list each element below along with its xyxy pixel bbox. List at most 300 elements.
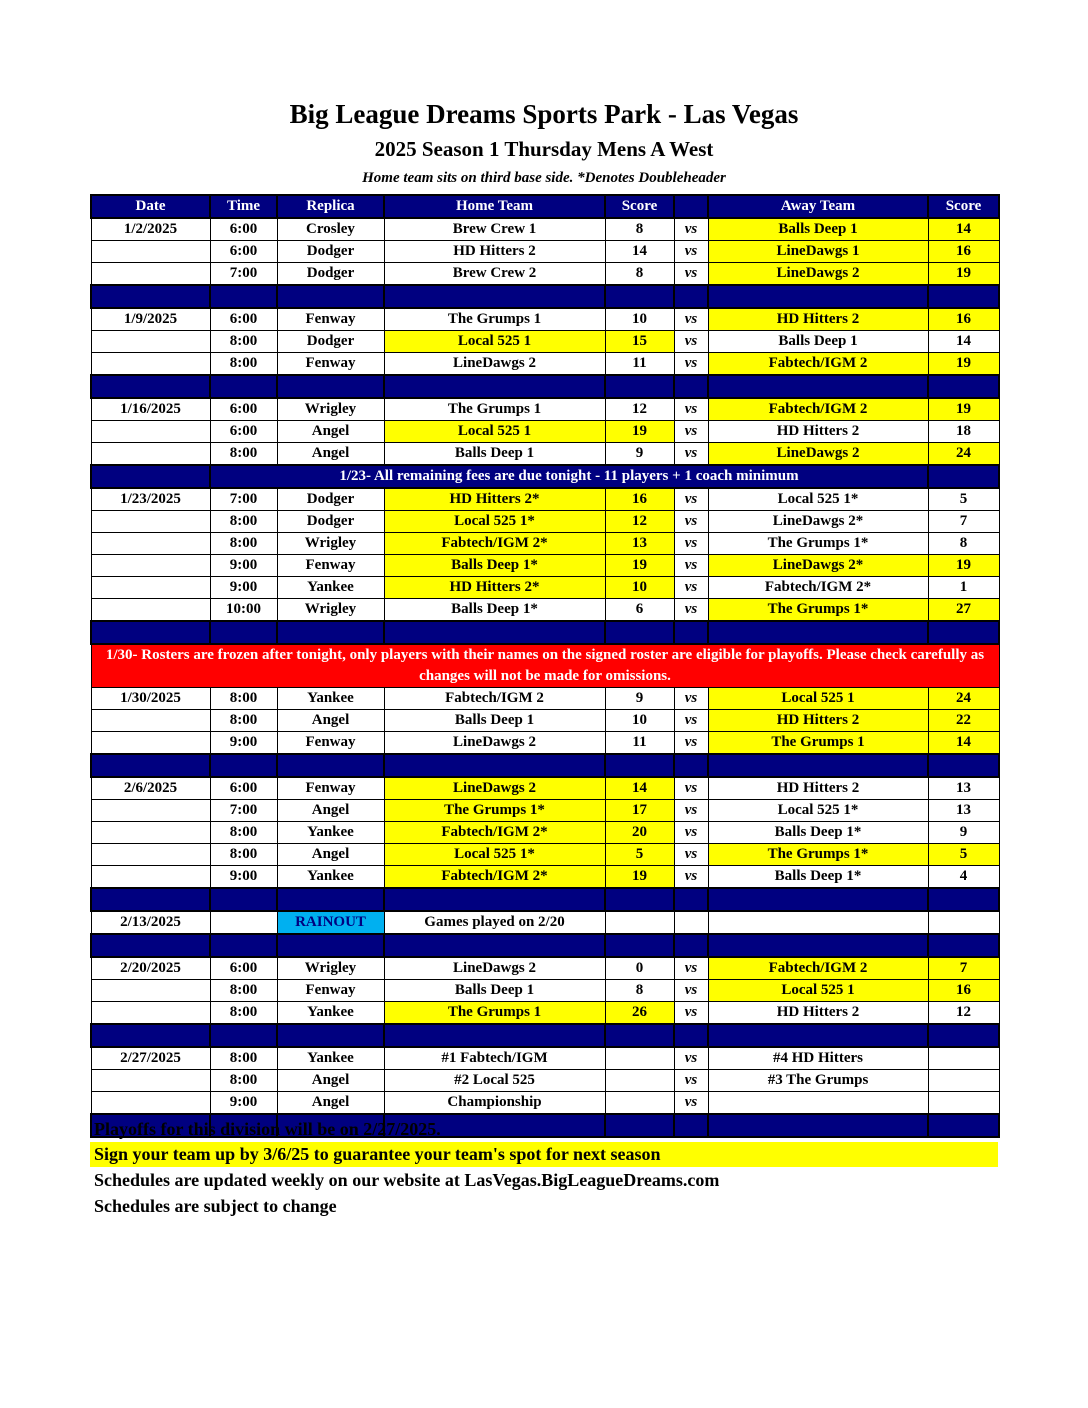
spacer-cell <box>674 934 708 957</box>
col-header-vs <box>674 195 708 218</box>
notice-blank <box>91 465 210 488</box>
game-row <box>91 599 999 622</box>
away-team-cell: The Grumps 1* <box>708 844 928 866</box>
home-score-cell: 5 <box>605 844 674 866</box>
vs-cell: vs <box>674 866 708 889</box>
time-cell: 8:00 <box>210 822 277 844</box>
home-team-cell: HD Hitters 2* <box>384 577 605 599</box>
vs-cell: vs <box>674 1047 708 1070</box>
away-score-cell: 19 <box>928 353 999 376</box>
time-cell: 7:00 <box>210 263 277 286</box>
vs-cell: vs <box>674 577 708 599</box>
home-score-cell: 9 <box>605 688 674 710</box>
game-row <box>91 353 999 376</box>
time-cell: 6:00 <box>210 421 277 443</box>
spacer-cell <box>928 375 999 398</box>
away-team-cell: Fabtech/IGM 2 <box>708 398 928 421</box>
away-score-cell: 18 <box>928 421 999 443</box>
time-cell: 7:00 <box>210 800 277 822</box>
date-cell <box>91 241 210 263</box>
time-cell: 8:00 <box>210 1002 277 1025</box>
spacer-cell <box>605 285 674 308</box>
replica-field-cell: Fenway <box>277 308 384 331</box>
spacer-row <box>91 621 999 644</box>
replica-field-cell: Wrigley <box>277 599 384 622</box>
home-team-cell: Fabtech/IGM 2* <box>384 533 605 555</box>
spacer-row <box>91 888 999 911</box>
home-score-cell: 19 <box>605 866 674 889</box>
away-score-cell <box>928 1070 999 1092</box>
spacer-cell <box>708 934 928 957</box>
spacer-cell <box>708 285 928 308</box>
replica-field-cell: Fenway <box>277 555 384 577</box>
vs-cell: vs <box>674 599 708 622</box>
time-cell: 8:00 <box>210 353 277 376</box>
replica-field-cell: Crosley <box>277 218 384 241</box>
replica-field-cell: Angel <box>277 844 384 866</box>
date-cell: 2/27/2025 <box>91 1047 210 1070</box>
spacer-cell <box>928 285 999 308</box>
spacer-cell <box>928 934 999 957</box>
away-score-cell <box>928 1047 999 1070</box>
vs-cell: vs <box>674 1070 708 1092</box>
away-team-cell: LineDawgs 2 <box>708 443 928 466</box>
home-team-cell: Championship <box>384 1092 605 1115</box>
spacer-cell <box>91 888 210 911</box>
time-cell: 6:00 <box>210 308 277 331</box>
home-score-cell: 13 <box>605 533 674 555</box>
home-team-cell: Local 525 1 <box>384 421 605 443</box>
home-team-cell: Balls Deep 1 <box>384 710 605 732</box>
away-team-cell: Balls Deep 1* <box>708 866 928 889</box>
home-score-cell: 15 <box>605 331 674 353</box>
alert-text: 1/30- Rosters are frozen after tonight, only players with their names on the signed roster are eligible for playoffs. Please check carefully as changes will not be made for omissions. <box>91 644 999 688</box>
replica-field-cell: Fenway <box>277 732 384 755</box>
spacer-cell <box>91 285 210 308</box>
home-score-cell: 20 <box>605 822 674 844</box>
away-team-cell: HD Hitters 2 <box>708 421 928 443</box>
vs-cell: vs <box>674 533 708 555</box>
spacer-cell <box>277 375 384 398</box>
spacer-cell <box>928 888 999 911</box>
game-row <box>91 957 999 980</box>
replica-field-cell: Fenway <box>277 777 384 800</box>
replica-field-cell: Angel <box>277 710 384 732</box>
spacer-cell <box>277 754 384 777</box>
home-score-cell: 11 <box>605 732 674 755</box>
vs-cell: vs <box>674 844 708 866</box>
game-row <box>91 688 999 710</box>
spacer-cell <box>605 934 674 957</box>
vs-cell: vs <box>674 777 708 800</box>
game-row <box>91 533 999 555</box>
home-score-cell: 8 <box>605 218 674 241</box>
footer-website: Schedules are updated weekly on our website at LasVegas.BigLeagueDreams.com <box>94 1170 720 1190</box>
home-score-cell: 8 <box>605 980 674 1002</box>
game-row <box>91 800 999 822</box>
spacer-cell <box>605 1024 674 1047</box>
spacer-cell <box>708 1024 928 1047</box>
replica-field-cell: Yankee <box>277 822 384 844</box>
home-score-cell: 17 <box>605 800 674 822</box>
date-cell <box>91 1070 210 1092</box>
home-team-cell: LineDawgs 2 <box>384 732 605 755</box>
away-score-cell: 19 <box>928 263 999 286</box>
vs-cell: vs <box>674 555 708 577</box>
date-cell <box>91 443 210 466</box>
game-row <box>91 844 999 866</box>
col-header-time: Time <box>210 195 277 218</box>
game-row <box>91 241 999 263</box>
spacer-cell <box>210 1024 277 1047</box>
spacer-cell <box>674 754 708 777</box>
time-cell: 8:00 <box>210 1047 277 1070</box>
vs-cell: vs <box>674 822 708 844</box>
home-score-cell <box>605 1092 674 1115</box>
home-score-cell: 11 <box>605 353 674 376</box>
game-row <box>91 577 999 599</box>
time-cell: 8:00 <box>210 980 277 1002</box>
spacer-cell <box>277 621 384 644</box>
game-row <box>91 777 999 800</box>
schedule-table <box>90 194 1000 1138</box>
game-row <box>91 866 999 889</box>
away-team-cell: LineDawgs 2* <box>708 555 928 577</box>
home-team-cell: #1 Fabtech/IGM <box>384 1047 605 1070</box>
home-score-cell: 10 <box>605 577 674 599</box>
away-score-cell: 5 <box>928 844 999 866</box>
home-team-cell: The Grumps 1* <box>384 800 605 822</box>
replica-field-cell: Angel <box>277 1070 384 1092</box>
home-team-cell: Balls Deep 1 <box>384 980 605 1002</box>
home-score-cell: 6 <box>605 599 674 622</box>
home-score-cell: 12 <box>605 511 674 533</box>
away-team-cell: The Grumps 1* <box>708 533 928 555</box>
home-score-cell: 19 <box>605 555 674 577</box>
away-team-cell: Fabtech/IGM 2* <box>708 577 928 599</box>
replica-field-cell: Yankee <box>277 577 384 599</box>
date-cell <box>91 263 210 286</box>
spacer-cell <box>674 621 708 644</box>
replica-field-cell: Dodger <box>277 263 384 286</box>
date-cell: 1/30/2025 <box>91 688 210 710</box>
home-team-cell: Balls Deep 1* <box>384 599 605 622</box>
notice-blank <box>928 465 999 488</box>
away-team-cell: Fabtech/IGM 2 <box>708 353 928 376</box>
time-cell: 9:00 <box>210 866 277 889</box>
away-team-cell <box>708 1092 928 1115</box>
away-team-cell: HD Hitters 2 <box>708 308 928 331</box>
vs-cell: vs <box>674 511 708 533</box>
time-cell: 9:00 <box>210 1092 277 1115</box>
game-row <box>91 488 999 511</box>
spacer-cell <box>928 1024 999 1047</box>
notice-text: 1/23- All remaining fees are due tonight - 11 players + 1 coach minimum <box>210 465 928 488</box>
date-cell <box>91 331 210 353</box>
time-cell: 8:00 <box>210 710 277 732</box>
home-score-cell: 12 <box>605 398 674 421</box>
away-team-cell: HD Hitters 2 <box>708 1002 928 1025</box>
spacer-cell <box>277 888 384 911</box>
away-score-cell <box>928 911 999 934</box>
time-cell: 9:00 <box>210 577 277 599</box>
away-team-cell: The Grumps 1 <box>708 732 928 755</box>
time-cell: 8:00 <box>210 844 277 866</box>
home-team-cell: LineDawgs 2 <box>384 957 605 980</box>
away-score-cell <box>928 1092 999 1115</box>
date-cell <box>91 800 210 822</box>
spacer-cell <box>708 375 928 398</box>
spacer-cell <box>708 888 928 911</box>
vs-cell: vs <box>674 241 708 263</box>
replica-field-cell: Angel <box>277 443 384 466</box>
away-score-cell: 27 <box>928 599 999 622</box>
vs-cell: vs <box>674 957 708 980</box>
spacer-cell <box>674 375 708 398</box>
spacer-cell <box>928 754 999 777</box>
replica-field-cell: Yankee <box>277 1002 384 1025</box>
game-row <box>91 443 999 466</box>
game-row <box>91 511 999 533</box>
spacer-cell <box>708 754 928 777</box>
away-score-cell: 7 <box>928 957 999 980</box>
away-team-cell: Local 525 1 <box>708 980 928 1002</box>
replica-field-cell: Dodger <box>277 331 384 353</box>
spacer-cell <box>277 285 384 308</box>
game-row <box>91 710 999 732</box>
home-team-cell: Local 525 1 <box>384 331 605 353</box>
table-header-row <box>91 195 999 218</box>
away-score-cell: 19 <box>928 555 999 577</box>
home-score-cell: 10 <box>605 710 674 732</box>
away-team-cell: Fabtech/IGM 2 <box>708 957 928 980</box>
spacer-cell <box>605 375 674 398</box>
time-cell: 6:00 <box>210 218 277 241</box>
game-row <box>91 1047 999 1070</box>
home-score-cell: 9 <box>605 443 674 466</box>
spacer-cell <box>605 754 674 777</box>
vs-cell: vs <box>674 398 708 421</box>
date-cell: 2/20/2025 <box>91 957 210 980</box>
vs-cell: vs <box>674 218 708 241</box>
away-score-cell: 16 <box>928 308 999 331</box>
spacer-cell <box>210 375 277 398</box>
home-score-cell: 16 <box>605 488 674 511</box>
date-cell <box>91 710 210 732</box>
home-score-cell: 10 <box>605 308 674 331</box>
vs-cell: vs <box>674 732 708 755</box>
away-team-cell: Local 525 1* <box>708 488 928 511</box>
spacer-cell <box>384 934 605 957</box>
replica-field-cell: Wrigley <box>277 533 384 555</box>
vs-cell: vs <box>674 488 708 511</box>
home-team-cell: The Grumps 1 <box>384 1002 605 1025</box>
spacer-cell <box>605 621 674 644</box>
home-team-cell: #2 Local 525 <box>384 1070 605 1092</box>
away-score-cell: 1 <box>928 577 999 599</box>
schedule-body <box>91 218 999 1137</box>
spacer-cell <box>210 285 277 308</box>
game-row <box>91 1070 999 1092</box>
away-team-cell: #4 HD Hitters <box>708 1047 928 1070</box>
game-row <box>91 1092 999 1115</box>
spacer-cell <box>708 621 928 644</box>
home-team-cell: Brew Crew 1 <box>384 218 605 241</box>
away-score-cell: 22 <box>928 710 999 732</box>
footer-signup: Sign your team up by 3/6/25 to guarantee your team's spot for next season <box>90 1142 998 1167</box>
date-cell: 1/23/2025 <box>91 488 210 511</box>
away-team-cell: LineDawgs 2 <box>708 263 928 286</box>
away-score-cell: 13 <box>928 800 999 822</box>
home-score-cell: 14 <box>605 777 674 800</box>
col-header-date: Date <box>91 195 210 218</box>
time-cell: 8:00 <box>210 1070 277 1092</box>
spacer-cell <box>91 754 210 777</box>
spacer-cell <box>384 285 605 308</box>
replica-field-cell: Dodger <box>277 488 384 511</box>
time-cell <box>210 911 277 934</box>
vs-cell: vs <box>674 710 708 732</box>
spacer-row <box>91 375 999 398</box>
game-row <box>91 421 999 443</box>
home-team-cell: The Grumps 1 <box>384 308 605 331</box>
home-score-cell: 19 <box>605 421 674 443</box>
vs-cell <box>674 911 708 934</box>
game-row <box>91 555 999 577</box>
spacer-cell <box>674 888 708 911</box>
away-team-cell: LineDawgs 2* <box>708 511 928 533</box>
spacer-cell <box>384 888 605 911</box>
game-row <box>91 398 999 421</box>
home-team-cell: Brew Crew 2 <box>384 263 605 286</box>
away-score-cell: 14 <box>928 732 999 755</box>
away-score-cell: 19 <box>928 398 999 421</box>
spacer-cell <box>91 1024 210 1047</box>
home-team-cell: Fabtech/IGM 2* <box>384 866 605 889</box>
home-team-cell: LineDawgs 2 <box>384 777 605 800</box>
game-row <box>91 980 999 1002</box>
away-score-cell: 13 <box>928 777 999 800</box>
time-cell: 8:00 <box>210 443 277 466</box>
away-team-cell: LineDawgs 1 <box>708 241 928 263</box>
away-score-cell: 14 <box>928 331 999 353</box>
replica-field-cell: Yankee <box>277 866 384 889</box>
game-row <box>91 822 999 844</box>
time-cell: 6:00 <box>210 957 277 980</box>
home-score-cell <box>605 1070 674 1092</box>
spacer-cell <box>277 1024 384 1047</box>
away-team-cell: #3 The Grumps <box>708 1070 928 1092</box>
away-team-cell: HD Hitters 2 <box>708 710 928 732</box>
away-team-cell: The Grumps 1* <box>708 599 928 622</box>
home-score-cell: 8 <box>605 263 674 286</box>
spacer-row <box>91 285 999 308</box>
time-cell: 8:00 <box>210 688 277 710</box>
vs-cell: vs <box>674 980 708 1002</box>
home-team-cell: Local 525 1* <box>384 511 605 533</box>
time-cell: 7:00 <box>210 488 277 511</box>
away-score-cell: 9 <box>928 822 999 844</box>
vs-cell: vs <box>674 1002 708 1025</box>
away-score-cell: 8 <box>928 533 999 555</box>
date-cell <box>91 732 210 755</box>
spacer-cell <box>91 621 210 644</box>
home-team-cell: The Grumps 1 <box>384 398 605 421</box>
away-team-cell: HD Hitters 2 <box>708 777 928 800</box>
date-cell <box>91 844 210 866</box>
date-cell: 1/16/2025 <box>91 398 210 421</box>
replica-field-cell: Angel <box>277 1092 384 1115</box>
home-team-cell: Balls Deep 1 <box>384 443 605 466</box>
alert-row <box>91 644 999 688</box>
date-cell: 1/9/2025 <box>91 308 210 331</box>
date-cell <box>91 533 210 555</box>
replica-field-cell: Yankee <box>277 1047 384 1070</box>
vs-cell: vs <box>674 421 708 443</box>
date-cell <box>91 1092 210 1115</box>
spacer-cell <box>384 754 605 777</box>
home-team-cell: Local 525 1* <box>384 844 605 866</box>
spacer-cell <box>91 934 210 957</box>
col-header-replica: Replica <box>277 195 384 218</box>
spacer-cell <box>277 934 384 957</box>
home-score-cell <box>605 1047 674 1070</box>
date-cell <box>91 577 210 599</box>
away-team-cell <box>708 911 928 934</box>
home-team-cell: LineDawgs 2 <box>384 353 605 376</box>
date-cell <box>91 599 210 622</box>
time-cell: 6:00 <box>210 777 277 800</box>
spacer-cell <box>605 888 674 911</box>
spacer-cell <box>674 1024 708 1047</box>
spacer-row <box>91 1024 999 1047</box>
notice-row <box>91 465 999 488</box>
time-cell: 10:00 <box>210 599 277 622</box>
date-cell <box>91 511 210 533</box>
away-score-cell: 4 <box>928 866 999 889</box>
time-cell: 8:00 <box>210 331 277 353</box>
away-score-cell: 16 <box>928 980 999 1002</box>
spacer-cell <box>210 621 277 644</box>
replica-field-cell: Dodger <box>277 511 384 533</box>
vs-cell: vs <box>674 800 708 822</box>
away-team-cell: Balls Deep 1* <box>708 822 928 844</box>
home-score-cell: 14 <box>605 241 674 263</box>
away-score-cell: 24 <box>928 443 999 466</box>
date-cell <box>91 980 210 1002</box>
date-cell <box>91 822 210 844</box>
home-score-cell: 0 <box>605 957 674 980</box>
page-title: Big League Dreams Sports Park - Las Vegas <box>289 99 799 129</box>
home-team-cell: HD Hitters 2 <box>384 241 605 263</box>
vs-cell: vs <box>674 308 708 331</box>
spacer-cell <box>928 621 999 644</box>
away-team-cell: Balls Deep 1 <box>708 218 928 241</box>
doubleheader-note: Home team sits on third base side. *Denotes Doubleheader <box>362 170 726 186</box>
away-team-cell: Local 525 1* <box>708 800 928 822</box>
date-cell: 2/6/2025 <box>91 777 210 800</box>
time-cell: 6:00 <box>210 398 277 421</box>
rainout-text: Games played on 2/20 <box>384 911 605 934</box>
date-cell: 1/2/2025 <box>91 218 210 241</box>
away-score-cell: 12 <box>928 1002 999 1025</box>
game-row <box>91 732 999 755</box>
away-score-cell: 16 <box>928 241 999 263</box>
vs-cell: vs <box>674 331 708 353</box>
date-cell <box>91 1002 210 1025</box>
away-score-cell: 14 <box>928 218 999 241</box>
away-team-cell: Balls Deep 1 <box>708 331 928 353</box>
